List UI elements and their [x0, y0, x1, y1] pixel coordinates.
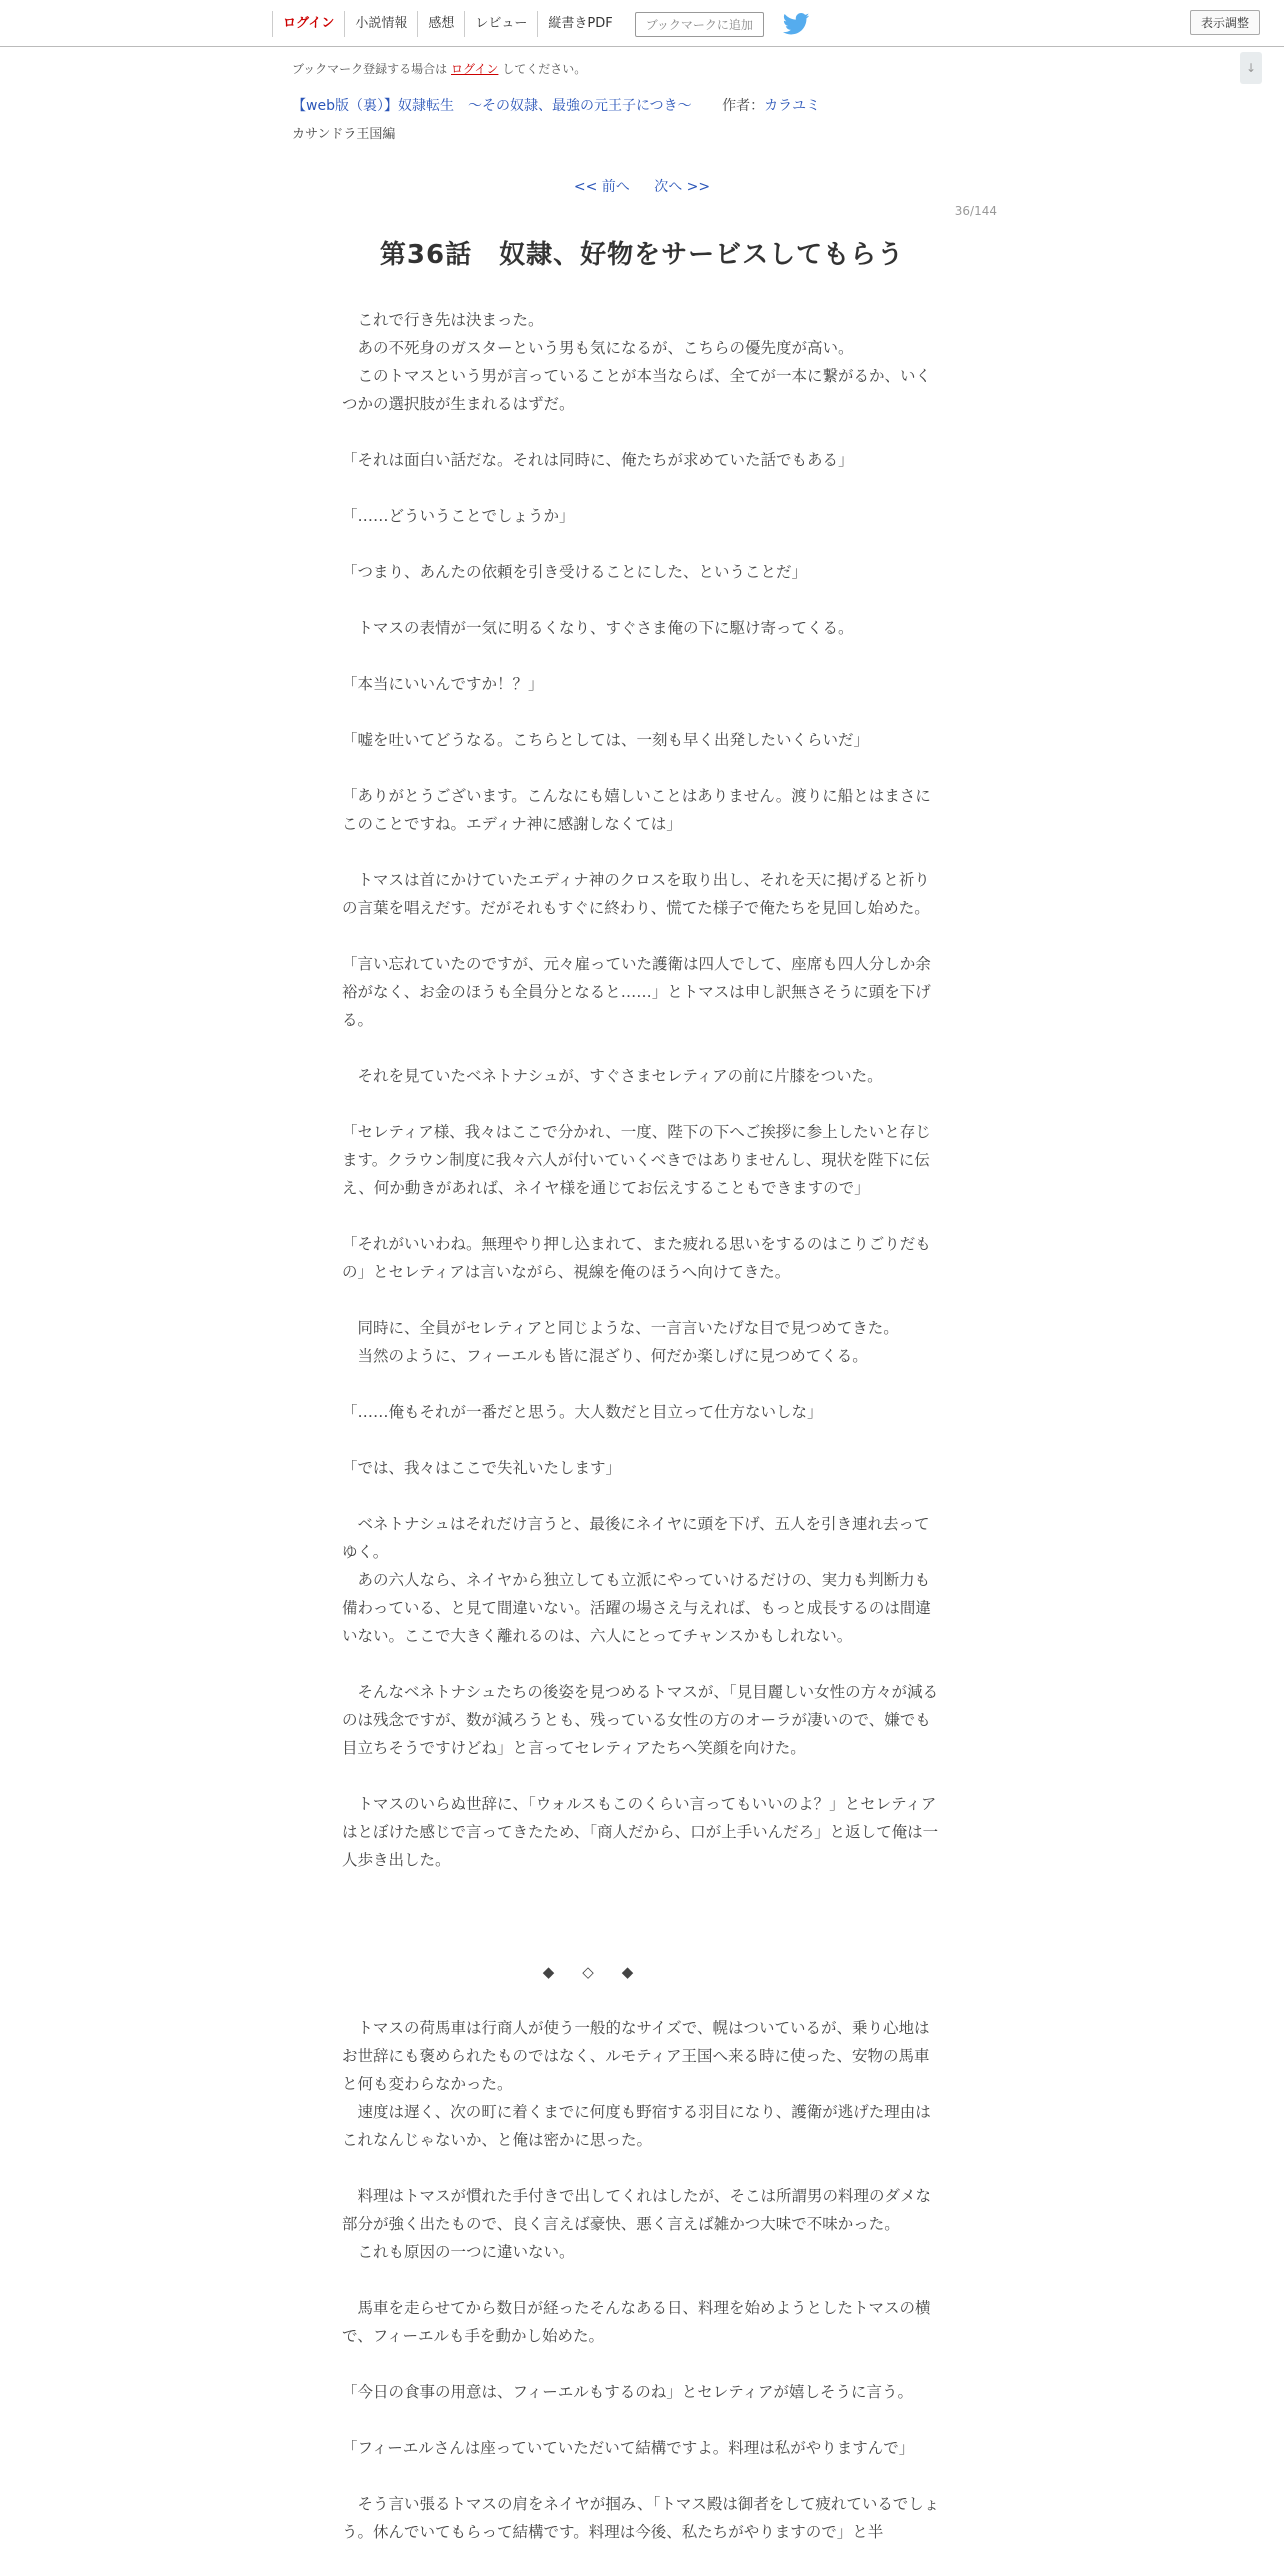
blank-line — [342, 1762, 942, 1790]
novel-paragraph: 「嘘を吐いてどうなる。こちらとしては、一刻も早く出発したいくらいだ」 — [342, 731, 870, 749]
blank-line — [342, 1370, 942, 1398]
author-link[interactable]: カラユミ — [764, 98, 821, 114]
next-episode-link[interactable]: 次へ >> — [654, 179, 711, 195]
novel-paragraph: そう言い張るトマスの肩をネイヤが掴み、「トマス殿は御者をして疲れているでしょう。休んでいてもらって結構です。料理は今後、私たちがやりますので」と半 — [342, 2495, 940, 2541]
novel-paragraph: トマスは首にかけていたエディナ神のクロスを取り出し、それを天に掲げると祈りの言葉を唱えだす。だがそれもすぐに終わり、慌てた様子で俺たちを見回し始めた。 — [342, 871, 930, 917]
novel-paragraph: 「フィーエルさんは座っていていただいて結構ですよ。料理は私がやりますんで」 — [342, 2439, 915, 2457]
bookmark-note-before: ブックマーク登録する場合は — [292, 62, 448, 76]
blank-line — [342, 474, 942, 502]
twitter-icon[interactable] — [782, 13, 810, 35]
novel-paragraph: 速度は遅く、次の町に着くまでに何度も野宿する羽目になり、護衛が逃げた理由はこれなんじゃないか、と俺は密かに思った。 — [342, 2103, 931, 2149]
novel-paragraph: 「本当にいいんですか！？」 — [342, 675, 544, 693]
nav-novel-info-link[interactable]: 小説情報 — [344, 11, 417, 37]
blank-line — [342, 1202, 942, 1230]
novel-body — [342, 306, 942, 2546]
blank-line — [342, 2462, 942, 2490]
blank-line — [342, 586, 942, 614]
blank-line — [342, 1426, 942, 1454]
blank-line — [342, 2406, 942, 2434]
nav-impressions-link[interactable]: 感想 — [417, 11, 464, 37]
novel-paragraph: ベネトナシュはそれだけ言うと、最後にネイヤに頭を下げ、五人を引き連れ去ってゆく。 — [342, 1515, 930, 1561]
novel-paragraph: 「では、我々はここで失礼いたします」 — [342, 1459, 622, 1477]
blank-line — [342, 1650, 942, 1678]
blank-line — [342, 1090, 942, 1118]
novel-paragraph: 「ありがとうございます。こんなにも嬉しいことはありません。渡りに船とはまさにこのことですね。エディナ神に感謝しなくては」 — [342, 787, 931, 833]
blank-line — [342, 838, 942, 866]
bookmark-note-login-link[interactable]: ログイン — [451, 62, 499, 76]
prev-episode-link[interactable]: << 前へ — [573, 179, 630, 195]
series-title-link[interactable]: 【web版（裏）】奴隷転生 ～その奴隷、最強の元王子につき～ — [292, 98, 692, 114]
author-label: 作者： — [722, 98, 765, 114]
blank-line — [342, 642, 942, 670]
series-info — [292, 95, 992, 115]
nav-pdf-link[interactable]: 縦書きPDF — [537, 11, 622, 37]
bookmark-login-note — [292, 60, 992, 77]
novel-paragraph: 「言い忘れていたのですが、元々雇っていた護衛は四人でして、座席も四人分しか余裕がなく、お金のほうも全員分となると……」とトマスは申し訳無さそうに頭を下げる。 — [342, 955, 931, 1029]
blank-line — [342, 1986, 942, 2014]
novel-paragraph: 当然のように、フィーエルも皆に混ざり、何だか楽しげに見つめてくる。 — [342, 1347, 868, 1365]
novel-paragraph: 「つまり、あんたの依頼を引き受けることにした、ということだ」 — [342, 563, 808, 581]
blank-line — [342, 2266, 942, 2294]
novel-paragraph: これも原因の一つに違いない。 — [342, 2243, 575, 2261]
blank-line — [342, 1482, 942, 1510]
novel-paragraph: トマスの表情が一気に明るくなり、すぐさま俺の下に駆け寄ってくる。 — [342, 619, 854, 637]
novel-paragraph: 「それがいいわね。無理やり押し込まれて、また疲れる思いをするのはこりごりだもの」とセレティアは言いながら、視線を俺のほうへ向けてきた。 — [342, 1235, 931, 1281]
novel-paragraph: 「それは面白い話だな。それは同時に、俺たちが求めていた話でもある」 — [342, 451, 854, 469]
novel-paragraph: それを見ていたベネトナシュが、すぐさまセレティアの前に片膝をついた。 — [342, 1067, 883, 1085]
blank-line — [342, 418, 942, 446]
chapter-group-title: カサンドラ王国編 — [292, 127, 396, 142]
blank-line — [342, 1286, 942, 1314]
novel-paragraph: 同時に、全員がセレティアと同じような、一言言いたげな目で見つめてきた。 — [342, 1319, 899, 1337]
top-navigation-bar — [0, 0, 1284, 47]
scroll-down-button[interactable]: ↓ — [1240, 52, 1262, 84]
display-settings-button[interactable]: 表示調整 — [1190, 10, 1260, 35]
novel-paragraph: あの六人なら、ネイヤから独立しても立派にやっていけるだけの、実力も判断力も備わっている、と見て間違いない。活躍の場さえ与えれば、もっと成長するのは間違いない。ここで大きく離れるのは、六人にとってチャンスかもしれない。 — [342, 1571, 931, 1645]
blank-line — [342, 2350, 942, 2378]
section-separator: ◆◇◆ — [542, 1963, 662, 1981]
novel-paragraph: 「……俺もそれが一番だと思う。大人数だと目立って仕方ないしな」 — [342, 1403, 823, 1421]
novel-paragraph: あの不死身のガスターという男も気になるが、こちらの優先度が高い。 — [342, 339, 854, 357]
nav-review-link[interactable]: レビュー — [464, 11, 537, 37]
novel-paragraph: 「今日の食事の用意は、フィーエルもするのね」とセレティアが嬉しそうに言う。 — [342, 2383, 914, 2401]
blank-line — [342, 2154, 942, 2182]
nav-login-link[interactable]: ログイン — [272, 11, 344, 37]
section-gap — [342, 1874, 942, 1958]
bookmark-note-after: してください。 — [502, 62, 587, 76]
novel-paragraph: 馬車を走らせてから数日が経ったそんなある日、料理を始めようとしたトマスの横で、フィーエルも手を動かし始めた。 — [342, 2299, 931, 2345]
blank-line — [342, 754, 942, 782]
blank-line — [342, 1034, 942, 1062]
novel-paragraph: そんなベネトナシュたちの後姿を見つめるトマスが、「見目麗しい女性の方々が減るのは残念ですが、数が減ろうとも、残っている女性の方のオーラが凄いので、嫌でも目立ちそうですけどね」と言ってセレティアたちへ笑顔を向けた。 — [342, 1683, 939, 1757]
episode-pager — [0, 176, 1284, 196]
blank-line — [342, 922, 942, 950]
main-nav — [272, 10, 810, 38]
novel-header — [292, 60, 992, 142]
novel-paragraph: 料理はトマスが慣れた手付きで出してくれはしたが、そこは所謂男の料理のダメな部分が強く出たもので、良く言えば豪快、悪く言えば雑かつ大味で不味かった。 — [342, 2187, 932, 2233]
episode-count: 36/144 — [954, 204, 997, 218]
add-bookmark-button[interactable]: ブックマークに追加 — [635, 12, 764, 37]
blank-line — [342, 530, 942, 558]
novel-paragraph: トマスのいらぬ世辞に、「ウォルスもこのくらい言ってもいいのよ？」とセレティアはとぼけた感じで言ってきたため、「商人だから、口が上手いんだろ」と返して俺は一人歩き出した。 — [342, 1795, 939, 1869]
episode-title: 第36話 奴隷、好物をサービスしてもらう — [379, 240, 905, 270]
novel-paragraph: これで行き先は決まった。 — [342, 311, 544, 329]
novel-paragraph: 「セレティア様、我々はここで分かれ、一度、陛下の下へご挨拶に参上したいと存じます。クラウン制度に我々六人が付いていくべきではありませんし、現状を陛下に伝え、何か動きがあれば、ネイヤ様を通じてお伝えすることもできますので」 — [342, 1123, 931, 1197]
blank-line — [342, 698, 942, 726]
novel-paragraph: このトマスという男が言っていることが本当ならば、全てが一本に繋がるか、いくつかの選択肢が生まれるはずだ。 — [342, 367, 932, 413]
novel-paragraph: トマスの荷馬車は行商人が使う一般的なサイズで、幌はついているが、乗り心地はお世辞にも褒められたものではなく、ルモティア王国へ来る時に使った、安物の馬車と何も変わらなかった。 — [342, 2019, 930, 2093]
novel-paragraph: 「……どういうことでしょうか」 — [342, 507, 575, 525]
